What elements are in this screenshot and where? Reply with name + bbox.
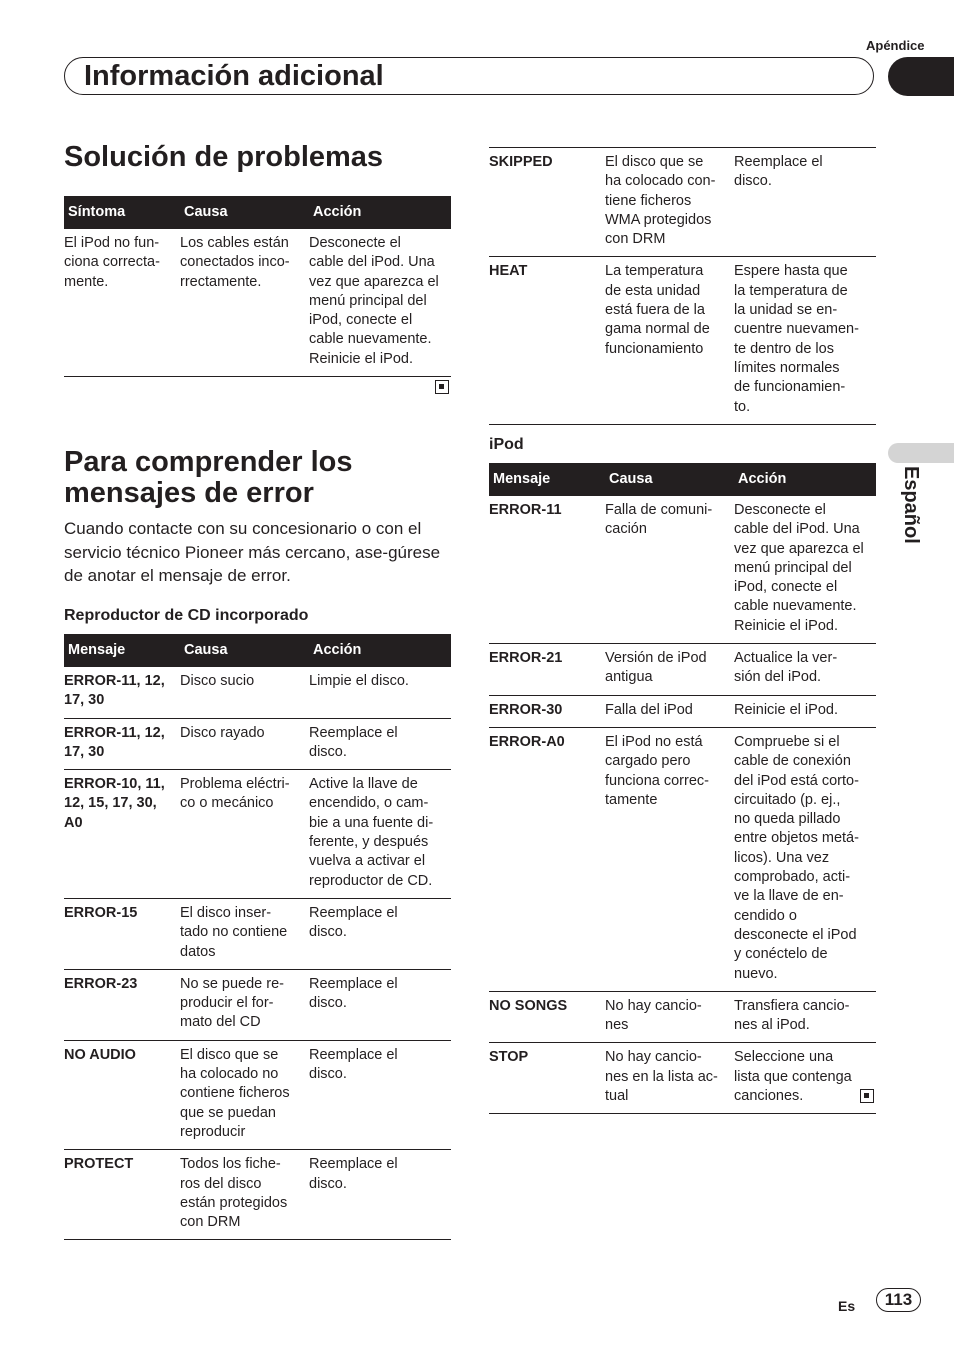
cell-cause: El disco que se ha colocado no contiene ficheros que se puedan reproducir	[180, 1040, 309, 1149]
cell-action: Desconecte el cable del iPod. Una vez que aparezca el menú principal del iPod, conecte el cable nuevamente. Reinicie el iPod.	[734, 496, 876, 644]
cell-action: Reemplace el disco.	[734, 148, 876, 257]
cell-cause: Falla de comuni- cación	[605, 496, 734, 644]
column-header: Causa	[180, 634, 309, 667]
cell-message: ERROR-30	[489, 695, 605, 727]
cd-error-table	[64, 634, 451, 1240]
cell-action: Desconecte el cable del iPod. Una vez que aparezca el menú principal del iPod, conecte el cable nuevamente. Reinicie el iPod.	[309, 229, 451, 377]
table-row	[489, 991, 876, 1043]
cell-message: El iPod no fun- ciona correcta- mente.	[64, 229, 180, 377]
column-header: Acción	[309, 634, 451, 667]
column-header: Síntoma	[64, 196, 180, 229]
cell-message: ERROR-11	[489, 496, 605, 644]
table-row	[64, 969, 451, 1040]
cell-action: Reemplace el disco.	[309, 969, 451, 1040]
cell-action: Active la llave de encendido, o cam- bie a una fuente di- ferente, y después vuelva a activar el reproductor de CD.	[309, 770, 451, 899]
table-header-row	[64, 196, 451, 229]
cell-action: Reemplace el disco.	[309, 1040, 451, 1149]
cell-cause: Versión de iPod antigua	[605, 644, 734, 696]
cell-message: NO SONGS	[489, 991, 605, 1043]
section-title-error-messages: Para comprender los mensajes de error	[64, 446, 353, 509]
language-tab-marker	[888, 443, 954, 463]
cell-action: Seleccione una lista que contenga canciones.	[734, 1043, 876, 1114]
cell-cause: Disco sucio	[180, 667, 309, 718]
cell-action: Reemplace el disco.	[309, 898, 451, 969]
cell-action: Reinicie el iPod.	[734, 695, 876, 727]
table-row	[64, 718, 451, 770]
cell-cause: Disco rayado	[180, 718, 309, 770]
cell-message: ERROR-10, 11, 12, 15, 17, 30, A0	[64, 770, 180, 899]
ipod-error-table	[489, 463, 876, 1114]
table-row	[64, 667, 451, 718]
cell-action: Actualice la ver- sión del iPod.	[734, 644, 876, 696]
column-header: Mensaje	[64, 634, 180, 667]
cell-cause: No hay cancio- nes	[605, 991, 734, 1043]
cell-cause: El disco que se ha colocado con- tiene ficheros WMA protegidos con DRM	[605, 148, 734, 257]
language-code: Es	[838, 1298, 856, 1314]
cell-cause: No hay cancio- nes en la lista ac- tual	[605, 1043, 734, 1114]
column-header: Acción	[734, 463, 876, 496]
table-row	[64, 1040, 451, 1149]
table-row	[489, 1043, 876, 1114]
table-row	[489, 496, 876, 644]
cell-cause: Problema eléctri- co o mecánico	[180, 770, 309, 899]
cd-error-table-continued	[489, 147, 876, 425]
cell-message: STOP	[489, 1043, 605, 1114]
cell-message: ERROR-21	[489, 644, 605, 696]
cell-cause: El disco inser- tado no contiene datos	[180, 898, 309, 969]
cell-cause: El iPod no está cargado pero funciona correc- tamente	[605, 727, 734, 991]
cell-message: PROTECT	[64, 1150, 180, 1240]
column-header: Acción	[309, 196, 451, 229]
cell-message: SKIPPED	[489, 148, 605, 257]
page-number: 113	[876, 1288, 921, 1312]
intro-paragraph: Cuando contacte con su concesionario o con el servicio técnico Pioneer más cercano, ase-gúrese de anotar el mensaje de error.	[64, 519, 441, 585]
end-mark-icon	[435, 380, 449, 394]
cell-message: HEAT	[489, 257, 605, 424]
cell-message: ERROR-11, 12, 17, 30	[64, 718, 180, 770]
table-row	[489, 727, 876, 991]
cd-subtitle: Reproductor de CD incorporado	[64, 607, 309, 624]
cell-cause: Todos los fiche- ros del disco están protegidos con DRM	[180, 1150, 309, 1240]
table-header-row	[489, 463, 876, 496]
header-title: Información adicional	[84, 60, 384, 92]
cell-cause: Falla del iPod	[605, 695, 734, 727]
cell-action: Reemplace el disco.	[309, 718, 451, 770]
end-mark-icon	[860, 1089, 874, 1103]
table-row	[64, 229, 451, 377]
cell-action: Reemplace el disco.	[309, 1150, 451, 1240]
table-header-row	[64, 634, 451, 667]
troubleshooting-table	[64, 196, 451, 377]
cell-action: Espere hasta que la temperatura de la unidad se en- cuentre nuevamen- te dentro de los límites normales de funcionamien- to.	[734, 257, 876, 424]
cell-message: NO AUDIO	[64, 1040, 180, 1149]
cell-cause: No se puede re- producir el for- mato del CD	[180, 969, 309, 1040]
table-row	[64, 770, 451, 899]
table-row	[489, 257, 876, 424]
cell-message: ERROR-15	[64, 898, 180, 969]
appendix-label: Apéndice	[866, 38, 925, 53]
cell-action: Limpie el disco.	[309, 667, 451, 718]
cell-message: ERROR-A0	[489, 727, 605, 991]
cell-cause: La temperatura de esta unidad está fuera de la gama normal de funcionamiento	[605, 257, 734, 424]
cell-action: Transfiera cancio- nes al iPod.	[734, 991, 876, 1043]
column-header: Mensaje	[489, 463, 605, 496]
cell-message: ERROR-23	[64, 969, 180, 1040]
column-header: Causa	[180, 196, 309, 229]
section-title-troubleshooting: Solución de problemas	[64, 141, 384, 173]
ipod-subtitle: iPod	[489, 436, 524, 453]
table-row	[489, 148, 876, 257]
column-header: Causa	[605, 463, 734, 496]
table-row	[64, 898, 451, 969]
language-tab-label: Español	[900, 466, 922, 544]
table-row	[489, 644, 876, 696]
cell-message: ERROR-11, 12, 17, 30	[64, 667, 180, 718]
cell-action: Compruebe si el cable de conexión del iPod está corto- circuitado (p. ej., no queda pillado entre objetos metá- licos). Una vez comprobado, acti- ve la llave de en- cendido o desconecte el iPod y conéctelo de nuevo.	[734, 727, 876, 991]
table-row	[489, 695, 876, 727]
cell-cause: Los cables están conectados inco- rrectamente.	[180, 229, 309, 377]
table-row	[64, 1150, 451, 1240]
chapter-tab	[888, 57, 954, 96]
